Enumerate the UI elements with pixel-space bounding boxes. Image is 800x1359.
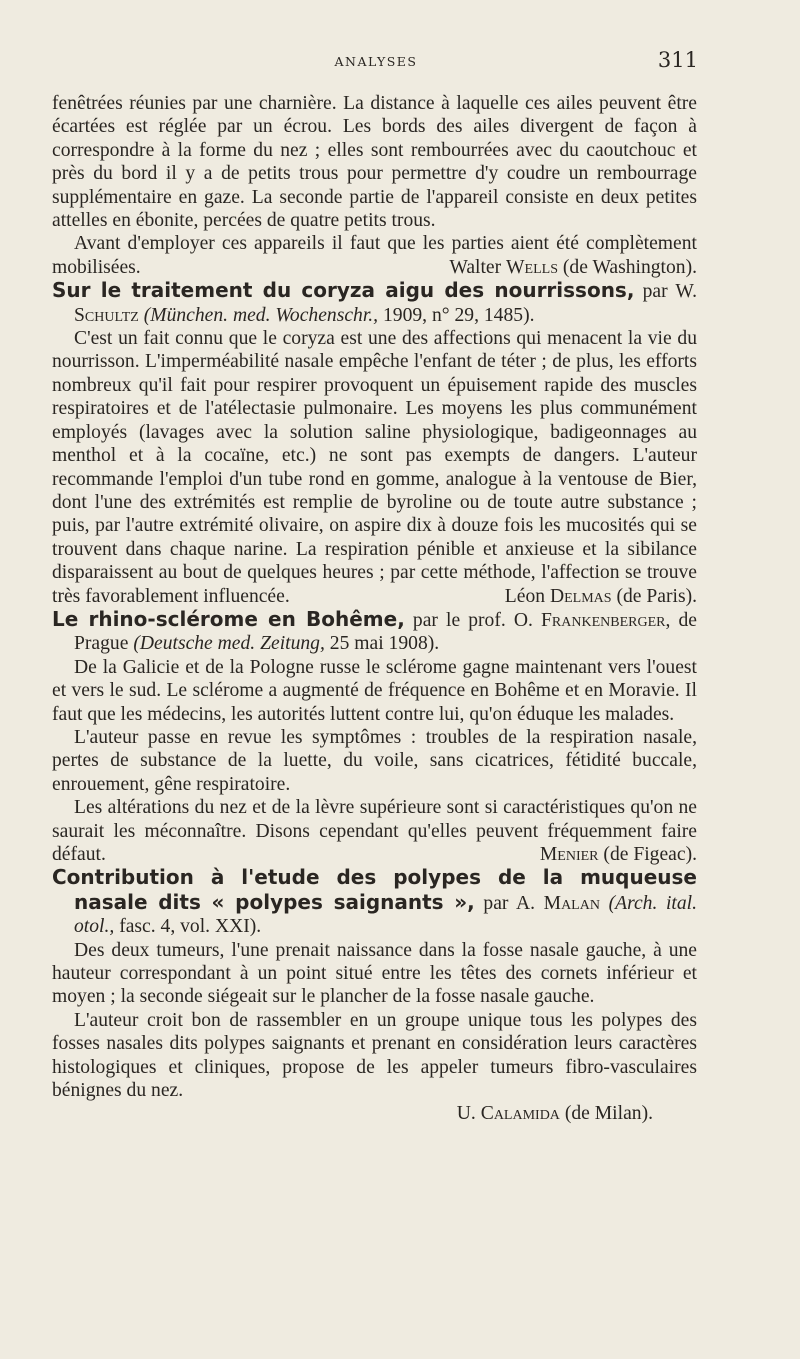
article-source-ref: fasc. 4, vol. XXI).	[119, 916, 262, 938]
article-title: Contribution à l'etude des polypes de la muqueuse nasale dits « polypes saignants »,	[52, 865, 697, 914]
article-author-location: de Prague	[74, 609, 697, 655]
article-heading	[52, 608, 697, 656]
signature	[483, 585, 697, 608]
article-title: Le rhino-sclérome en Bohême,	[52, 606, 405, 631]
signature-place: (de Washington).	[562, 256, 697, 278]
article-source-ref: 1909, n° 29, 1485).	[382, 304, 535, 326]
paragraph: De la Galicie et de la Pologne russe le sclérome gagne maintenant vers l'ouest et vers le sud. Le sclérome a augmenté de fréquence en Bohême et en Moravie. Il faut que les médecins, les autorités luttent contre lui, qu'on éduque les malades.	[52, 656, 697, 725]
signature-first-name: Walter	[449, 256, 502, 278]
paragraph: Des deux tumeurs, l'une prenait naissance dans la fosse nasale gauche, à une hauteur correspondant à un point situé entre les têtes des cornets inférieur et moyen ; la seconde siégeait sur le plancher de la fosse nasale gauche.	[52, 939, 697, 1008]
paragraph-text: Les altérations du nez et de la lèvre supérieure sont si caractéristiques qu'on ne saurait les méconnaître. Disons cependant qu'elles peuvent fréquemment faire défaut.	[52, 797, 697, 865]
signature	[518, 843, 697, 866]
paragraph-text: Avant d'employer ces appareils il faut que les parties aient été complètement mobilisées.	[52, 233, 697, 278]
article-heading	[52, 279, 697, 327]
signature-place: (de Paris).	[616, 585, 697, 607]
signature-place: (de Milan).	[564, 1103, 653, 1125]
article-title: Sur le traitement du coryza aigu des nourrissons,	[52, 278, 635, 303]
article-by: par W.	[642, 281, 698, 303]
paragraph: L'auteur passe en revue les symptômes : troubles de la respiration nasale, pertes de substance de la luette, du voile, sans cicatrices, fétidité buccale, enrouement, gêne respiratoire.	[52, 726, 697, 795]
signature-first-name: U.	[456, 1103, 476, 1125]
signature	[52, 1102, 697, 1125]
article-author: Frankenberger,	[541, 609, 671, 631]
article-by: par A.	[483, 892, 536, 914]
article-by: par le prof. O.	[412, 609, 533, 631]
article-author: Schultz	[74, 304, 139, 326]
page-number: 311	[657, 48, 698, 72]
page-body	[52, 92, 697, 1126]
signature	[427, 256, 697, 279]
paragraph	[52, 327, 697, 608]
paragraph: L'auteur croit bon de rassembler en un groupe unique tous les polypes des fosses nasales dits polypes saignants et prenant en considération leurs caractères histologiques et cliniques, propose de les appeler tumeurs fibro-vasculaires bénignes du nez.	[52, 1009, 697, 1102]
article-author: Malan	[543, 892, 600, 914]
paragraph-text: C'est un fait connu que le coryza est une des affections qui menacent la vie du nourrisson. L'imperméabilité nasale empêche l'enfant de téter ; de plus, les efforts nombreux qu'il fait pour respirer provoquent un épuisement rapide des muscles respiratoires et de l'atélectasie pulmonaire. Les moyens les plus communément employés (lavages avec la solution saline physiologique, badigeonnages au menthol et à la cocaïne, etc.) ne sont pas exempts de dangers. L'auteur recommande l'emploi d'un tube rond en gomme, analogue à la ventouse de Bier, dont l'une des extrémités est remplie de byroline ou de toute autre substance ; puis, par l'autre extrémité olivaire, on aspire dix à douze fois les mucosités qui se trouvent dans chaque narine. La respiration pénible et anxieuse et la sibilance disparaissent au bout de quelques heures ; par cette méthode, l'affection se trouve très favorablement influencée.	[52, 328, 697, 607]
article-source: (München. med. Wochenschr.,	[143, 304, 379, 326]
signature-place: (de Figeac).	[603, 844, 697, 865]
signature-name: Menier	[539, 844, 599, 865]
article-source-ref: 25 mai 1908).	[329, 633, 440, 655]
signature-name: Delmas	[549, 585, 612, 607]
article-source: (Arch. ital. otol.,	[74, 892, 698, 938]
article-source: (Deutsche med. Zeitung,	[133, 633, 325, 655]
signature-name: Calamida	[480, 1103, 560, 1125]
paragraph	[52, 232, 697, 279]
signature-first-name: Léon	[504, 585, 546, 607]
running-head: ANALYSES	[334, 54, 418, 69]
signature-name: Wells	[506, 256, 558, 278]
paragraph	[52, 796, 697, 866]
paragraph-continued: fenêtrées réunies par une charnière. La distance à laquelle ces ailes peuvent être écartées est réglée par un écrou. Les bords des ailes divergent de façon à correspondre à la forme du nez ; elles sont rembourrées avec du caoutchouc et près du bord il y a de petits trous pour permettre d'y coudre un rembourrage supplémentaire en gaze. La seconde partie de l'appareil consiste en deux petites attelles en ébonite, percées de quatre petits trous.	[52, 93, 697, 232]
article-heading	[52, 866, 697, 938]
page-header	[52, 48, 700, 80]
